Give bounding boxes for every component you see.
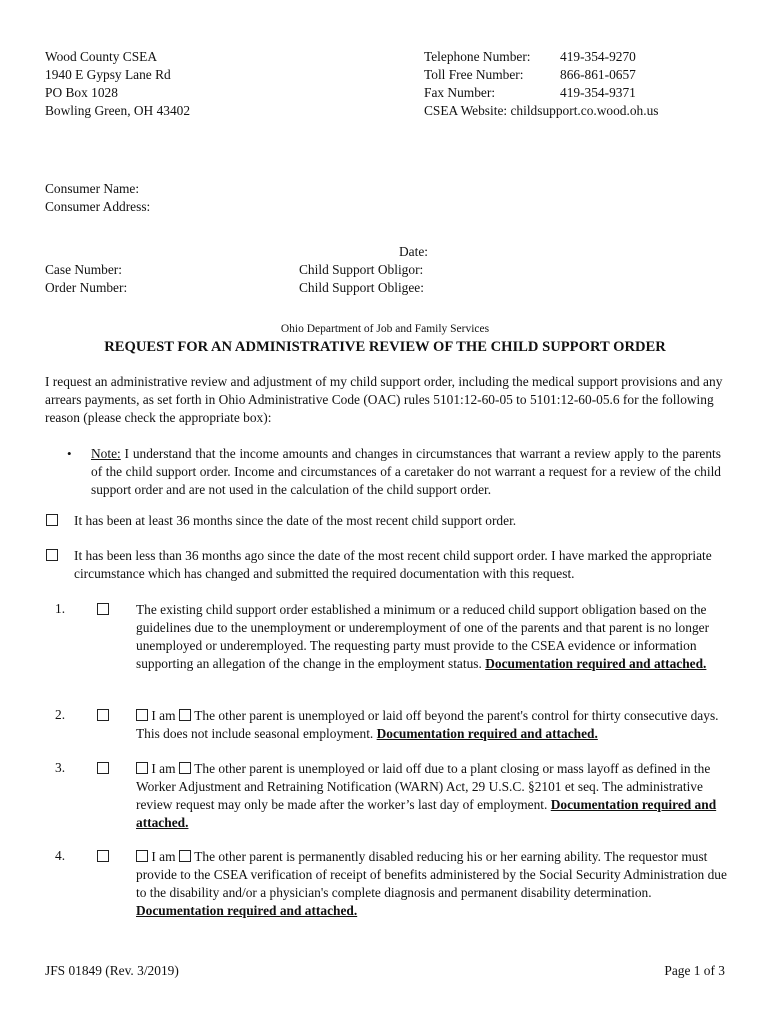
item-2-number: 2. (55, 707, 66, 722)
consumer-name-label: Consumer Name: (45, 181, 140, 196)
item-3-doc-required: Documentation required and attached. (136, 797, 717, 830)
item-4-number: 4. (55, 848, 66, 863)
item-3-text (136, 760, 728, 832)
item-3-checkbox[interactable] (97, 762, 109, 774)
form-title: REQUEST FOR AN ADMINISTRATIVE REVIEW OF THE CHILD SUPPORT ORDER (104, 339, 666, 355)
item-3-number: 3. (55, 760, 66, 775)
item-1-checkbox[interactable] (97, 603, 109, 615)
form-id: JFS 01849 (Rev. 3/2019) (45, 963, 179, 978)
consumer-block (45, 180, 150, 216)
item-1-description: The existing child support order established a minimum or a reduced child support obligation based on the guidelines due to the unemployment or underemployment of one of the parents and that parent is no longer unemployed or underemployed. The requesting party must provide to the CSEA evidence or information supporting an allegation of the change in the employment status. (136, 602, 710, 671)
item-4-text (136, 848, 728, 920)
checkbox-less-than-36-months[interactable] (46, 549, 58, 561)
obligor-label: Child Support Obligor: (299, 262, 424, 277)
agency-city: Bowling Green, OH 43402 (45, 103, 191, 118)
fax-label: Fax Number: (424, 85, 496, 100)
order-number-label: Order Number: (45, 280, 128, 295)
agency-po-box: PO Box 1028 (45, 85, 118, 100)
item-2-i-am-label: I am (151, 708, 176, 723)
item-1-doc-required: Documentation required and attached. (485, 656, 707, 671)
toll-free-value: 866-861-0657 (560, 67, 636, 82)
item-2-checkbox[interactable] (97, 709, 109, 721)
item-2-doc-required: Documentation required and attached. (376, 726, 598, 741)
item-3-i-am-label: I am (151, 761, 176, 776)
option-36-months-or-more: It has been at least 36 months since the date of the most recent child support order. (74, 513, 517, 528)
item-4-description: The other parent is permanently disabled reducing his or her earning ability. The requestor must provide to the CSEA verification of receipt of benefits administered by the Social Security Administration due to the disability and/or a physician's complete diagnosis and permanent disability determination. (136, 849, 727, 900)
telephone-value: 419-354-9270 (560, 49, 636, 64)
note-paragraph (91, 445, 721, 499)
item-4-i-am-label: I am (151, 849, 176, 864)
item-2-text (136, 707, 728, 743)
case-numbers (45, 261, 127, 297)
page-number: Page 1 of 3 (664, 963, 725, 978)
agency-address (45, 48, 190, 120)
fax-value: 419-354-9371 (560, 85, 636, 100)
date-label: Date: (399, 244, 428, 259)
item-2-other-parent-checkbox[interactable] (179, 709, 191, 721)
option-less-than-36-months: It has been less than 36 months ago since the date of the most recent child support order. I have marked the appropriate circumstance which has changed and submitted the required documentation with this request. (74, 548, 712, 581)
agency-name: Wood County CSEA (45, 49, 158, 64)
obligee-label: Child Support Obligee: (299, 280, 424, 295)
toll-free-label: Toll Free Number: (424, 67, 524, 82)
item-4-other-parent-checkbox[interactable] (179, 850, 191, 862)
department-name: Ohio Department of Job and Family Services (280, 323, 490, 335)
case-number-label: Case Number: (45, 262, 122, 277)
note-bullet: • (67, 446, 72, 461)
consumer-address-label: Consumer Address: (45, 199, 151, 214)
item-1-text (136, 601, 728, 673)
intro-paragraph: I request an administrative review and adjustment of my child support order, including the medical support provisions and any arrears payments, as set forth in Ohio Administrative Code (OAC) rules 5101:12-60-05 to 5101:12-60-05.6 for the following reason (please check the appropriate box): (45, 374, 723, 425)
item-1-number: 1. (55, 601, 66, 616)
note-text: I understand that the income amounts and changes in circumstances that warrant a review apply to the parents of the child support order. Income and circumstances of a caretaker do not warrant a request for a review of the child support order and are not used in the calculation of the child support order. (91, 446, 721, 497)
contact-values (560, 48, 636, 102)
note-label: Note: (91, 446, 121, 461)
item-4-doc-required: Documentation required and attached. (136, 903, 358, 918)
agency-street: 1940 E Gypsy Lane Rd (45, 67, 171, 82)
checkbox-36-months-or-more[interactable] (46, 514, 58, 526)
item-3-i-am-checkbox[interactable] (136, 762, 148, 774)
item-2-description: The other parent is unemployed or laid off beyond the parent's control for thirty consecutive days. This does not include seasonal employment. (136, 708, 719, 741)
item-4-i-am-checkbox[interactable] (136, 850, 148, 862)
item-3-description: The other parent is unemployed or laid off due to a plant closing or mass layoff as defined in the Worker Adjustment and Retraining Notification (WARN) Act, 29 U.S.C. §2101 et seq. The administrative review request may only be made after the worker’s last day of employment. (136, 761, 711, 812)
website-label: CSEA Website: childsupport.co.wood.oh.us (424, 103, 659, 118)
item-3-other-parent-checkbox[interactable] (179, 762, 191, 774)
party-labels (299, 261, 424, 297)
telephone-label: Telephone Number: (424, 49, 531, 64)
item-2-i-am-checkbox[interactable] (136, 709, 148, 721)
item-4-checkbox[interactable] (97, 850, 109, 862)
